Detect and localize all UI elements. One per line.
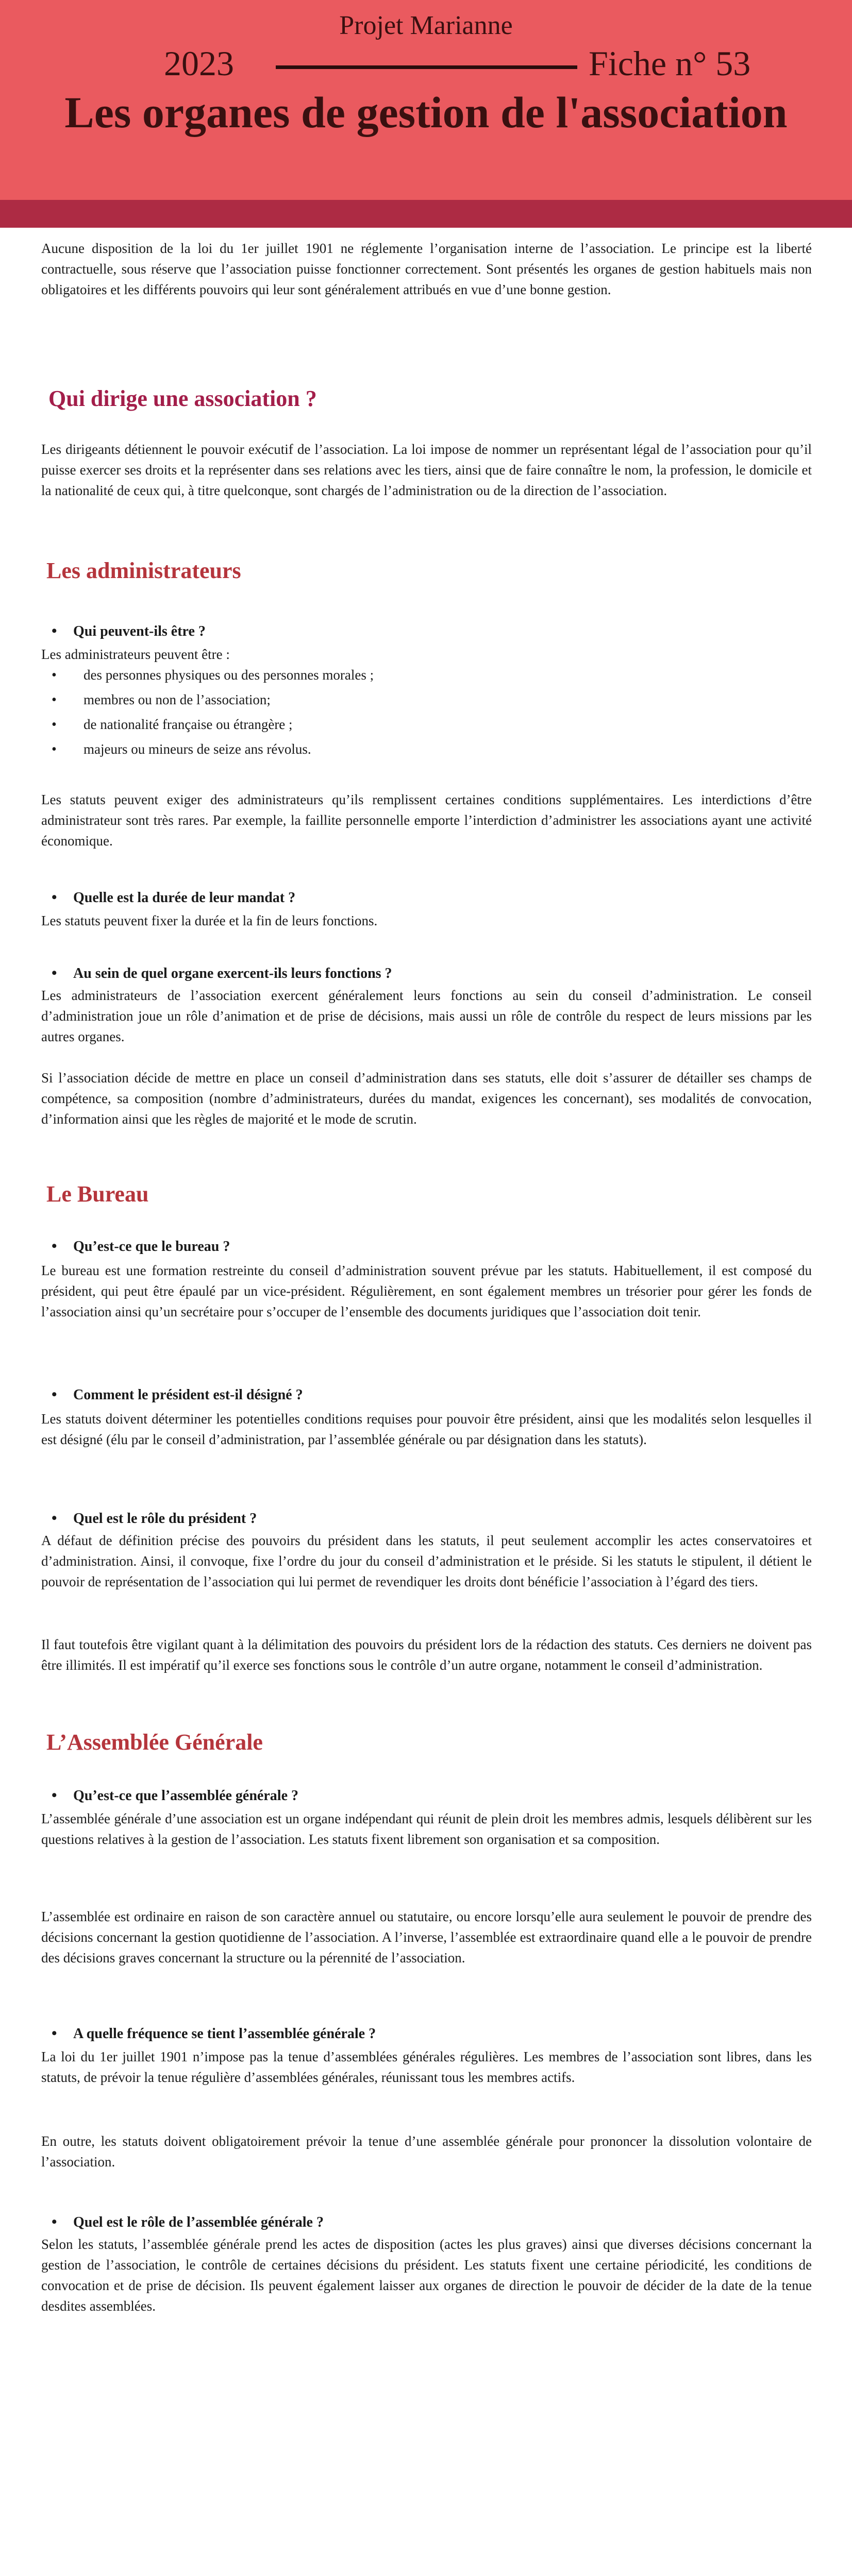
fiche-number: Fiche n° 53 — [589, 44, 751, 83]
paragraph-role-assemblee: Selon les statuts, l’assemblée générale prend les actes de disposition (actes les plus graves) ainsi que diverses décisions concernant la gestion de l’association, le contrôle de certaines décisions du président. Les statuts fixent une certaine périodicité, les conditions de convocation et de prise de décision. Ils peuvent également laisser aux organes de direction le pouvoir de décider de la date de la tenue desdites assemblées. — [41, 2236, 812, 2314]
intro-paragraph: Aucune disposition de la loi du 1er juillet 1901 ne réglemente l’organisation interne de l’association. Le principe est la liberté contractuelle, sous réserve que l’association puisse fonctionner correctement. Sont présentés les organes de gestion habituels mais non obligatoires et les différents pouvoirs qui leur sont généralement attribués en vue d’une bonne gestion. — [41, 241, 812, 297]
paragraph-admin-peuvent-etre: Les administrateurs peuvent être : — [41, 647, 230, 662]
paragraph-conditions: Les statuts peuvent exiger des administrateurs qu’ils remplissent certaines conditions supplémentaires. Les interdictions d’être administrateur sont très rares. Par exemple, la faillite personnelle emporte l’interdiction d’administrer les associations ayant une activité économique. — [41, 792, 812, 849]
section-heading-qui-dirige: Qui dirige une association ? — [48, 386, 317, 411]
list-item: • membres ou non de l’association; — [52, 692, 271, 708]
paragraph-duree: Les statuts peuvent fixer la durée et la fin de leurs fonctions. — [41, 913, 378, 928]
list-item: • des personnes physiques ou des personnes morales ; — [52, 667, 374, 684]
paragraph-ordinaire-extraordinaire: L’assemblée est ordinaire en raison de son caractère annuel ou statutaire, ou encore lorsqu’elle aura seulement le pouvoir de prendre des décisions concernant la gestion quotidienne de l’association. A l’inverse, l’assemblée est extraordinaire quand elle a le pouvoir de prendre des décisions graves concernant la structure ou la pérennité de l’association. — [41, 1909, 812, 1965]
paragraph-vigilance: Il faut toutefois être vigilant quant à la délimitation des pouvoirs du président lors de la rédaction des statuts. Ces derniers ne doivent pas être illimités. Il est impératif qu’il exerce ses fonctions sous le contrôle d’un autre organe, notamment le conseil d’administration. — [41, 1637, 812, 1673]
year: 2023 — [164, 44, 234, 83]
list-item: • de nationalité française ou étrangère ; — [52, 717, 293, 733]
paragraph-role-president: A défaut de définition précise des pouvoirs du président dans les statuts, il peut seulement accomplir les actes conservatoires et d’administration. Ainsi, il convoque, fixe l’ordre du jour du conseil d’administration et le préside. Si les statuts le stipulent, il détient le pouvoir de représentation de l’association qui lui permet de revendiquer les droits dont bénéficie l’association à l’égard des tiers. — [41, 1533, 812, 1589]
project-label: Projet Marianne — [339, 11, 513, 40]
header-rule — [276, 65, 577, 69]
paragraph-president-designe: Les statuts doivent déterminer les potentielles conditions requises pour pouvoir être président, ainsi que les modalités selon lesquelles il est désigné (élu par le conseil d’administration, par l’assemblée générale ou par désignation dans les statuts). — [41, 1411, 812, 1447]
paragraph-conseil-statuts: Si l’association décide de mettre en place un conseil d’administration dans ses statuts, elle doit s’assurer de détailler ses champs de compétence, sa composition (nombre d’administrateurs, durées du mandat, exigences les concernant), ses modalités de convocation, d’information ainsi que les règles de majorité et le mode de scrutin. — [41, 1070, 812, 1127]
paragraph-conseil: Les administrateurs de l’association exercent généralement leurs fonctions au sein du conseil d’administration. Le conseil d’administration joue un rôle d’animation et de prise de décisions, mais aussi un rôle de contrôle du respect de leurs missions par les autres organes. — [41, 988, 812, 1044]
question-qui-peuvent: • Qui peuvent-ils être ? — [52, 622, 206, 640]
paragraph-assemblee: L’assemblée générale d’une association est un organe indépendant qui réunit de plein droit les membres admis, lesquels délibèrent sur les questions relatives à la gestion de l’association. Les statuts fixent librement son organisation et sa composition. — [41, 1811, 812, 1847]
question-role-assemblee: • Quel est le rôle de l’assemblée générale ? — [52, 2213, 324, 2231]
question-organe: • Au sein de quel organe exercent-ils leurs fonctions ? — [52, 964, 392, 982]
section-heading-assemblee: L’Assemblée Générale — [46, 1730, 263, 1755]
question-role-president: • Quel est le rôle du président ? — [52, 1510, 257, 1527]
section-heading-administrateurs: Les administrateurs — [46, 558, 241, 583]
paragraph-frequence: La loi du 1er juillet 1901 n’impose pas la tenue d’assemblées générales régulières. Les membres de l’association sont libres, dans les statuts, de prévoir la tenue régulière d’assemblées générales, réunissant tous les membres actifs. — [41, 2049, 812, 2085]
paragraph-dissolution: En outre, les statuts doivent obligatoirement prévoir la tenue d’une assemblée générale pour prononcer la dissolution volontaire de l’association. — [41, 2133, 812, 2170]
paragraph-bureau: Le bureau est une formation restreinte du conseil d’administration souvent prévue par les statuts. Habituellement, il est composé du président, qui peut être épaulé par un vice-président. Régulièrement, en sont également membres un trésorier pour gérer les fonds de l’association ainsi qu’un secrétaire pour s’occuper de l’ensemble des documents juridiques que l’association doit tenir. — [41, 1263, 812, 1319]
question-president-designe: • Comment le président est-il désigné ? — [52, 1386, 303, 1403]
header-strip — [0, 200, 852, 228]
page-title: Les organes de gestion de l'association — [64, 88, 788, 137]
question-bureau: • Qu’est-ce que le bureau ? — [52, 1238, 230, 1255]
section-heading-bureau: Le Bureau — [46, 1181, 149, 1207]
question-duree-mandat: • Quelle est la durée de leur mandat ? — [52, 889, 295, 906]
question-assemblee: • Qu’est-ce que l’assemblée générale ? — [52, 1787, 298, 1804]
list-item: • majeurs ou mineurs de seize ans révolus. — [52, 741, 311, 758]
question-frequence: • A quelle fréquence se tient l’assemblée générale ? — [52, 2025, 376, 2042]
paragraph-dirigeants: Les dirigeants détiennent le pouvoir exécutif de l’association. La loi impose de nommer un représentant légal de l’association pour qu’il puisse exercer ses droits et la représenter dans ses relations avec les tiers, ainsi que de faire connaître le nom, la profession, le domicile et la nationalité de ceux qui, à titre quelconque, sont chargés de l’administration ou de la direction de l’association. — [41, 442, 812, 498]
